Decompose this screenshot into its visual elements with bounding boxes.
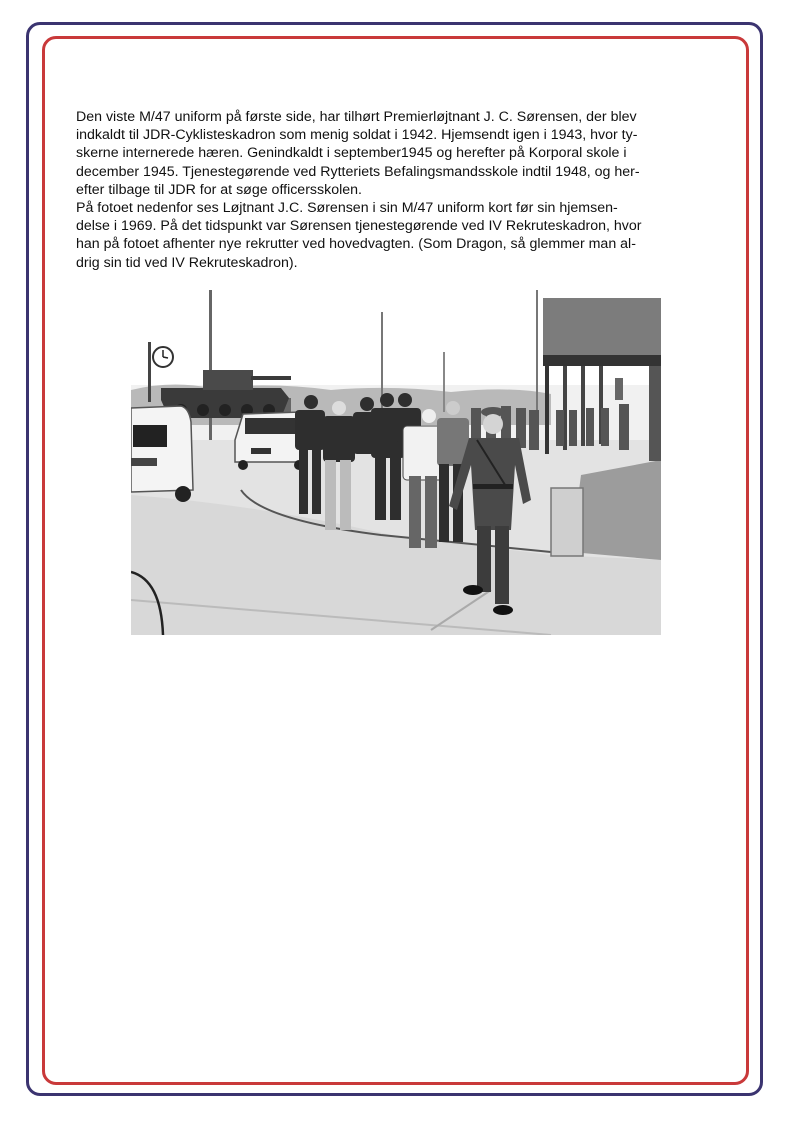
text-line: drig sin tid ved IV Rekruteskadron). xyxy=(76,254,298,271)
text-line: På fotoet nedenfor ses Løjtnant J.C. Sørensen i sin M/47 uniform kort før sin hjemsen- xyxy=(76,200,618,217)
text-line: delse i 1969. På det tidspunkt var Sørensen tjenestegørende ved IV Rekruteskadron, hvor xyxy=(76,218,642,235)
historical-photo xyxy=(131,290,661,635)
photo-illustration xyxy=(131,290,661,635)
paragraph-1 xyxy=(76,108,721,199)
body-text xyxy=(76,108,721,272)
text-line: indkaldt til JDR-Cyklisteskadron som menig soldat i 1942. Hjemsendt igen i 1943, hvor ty- xyxy=(76,127,638,144)
paragraph-2 xyxy=(76,199,721,272)
text-line: december 1945. Tjenestegørende ved Rytteriets Befalingsmandsskole indtil 1948, og her- xyxy=(76,163,640,180)
text-line: Den viste M/47 uniform på første side, har tilhørt Premierløjtnant J. C. Sørensen, der blev xyxy=(76,109,637,125)
text-line: han på fotoet afhenter nye rekrutter ved hovedvagten. (Som Dragon, så glemmer man al- xyxy=(76,236,636,253)
text-line: efter tilbage til JDR for at søge officersskolen. xyxy=(76,181,362,198)
text-line: skerne internerede hæren. Genindkaldt i september1945 og herefter på Korporal skole i xyxy=(76,145,627,162)
